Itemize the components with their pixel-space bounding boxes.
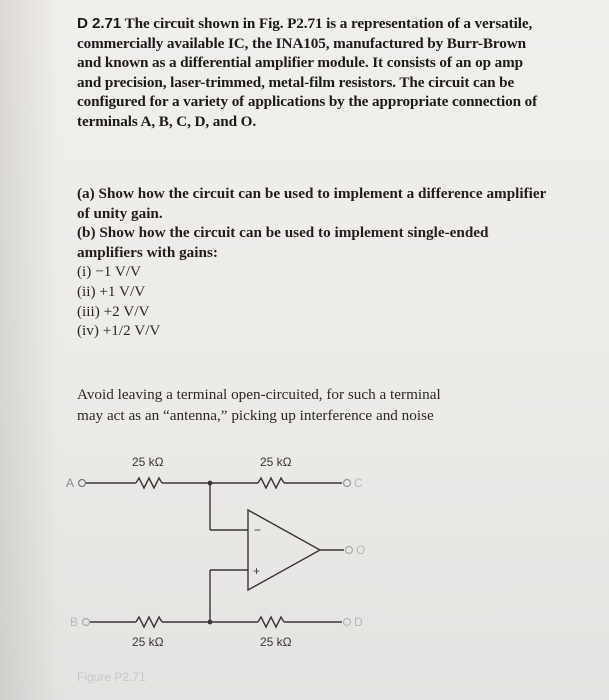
antenna-note — [77, 384, 547, 426]
resistor-r2-label: 25 kΩ — [260, 455, 292, 469]
node-dot-top — [208, 481, 213, 486]
circuit-diagram — [60, 440, 480, 670]
terminal-a-label: A — [66, 476, 75, 490]
resistor-r4-label: 25 kΩ — [260, 635, 292, 649]
terminal-a-circle — [79, 480, 86, 487]
terminal-b-label: B — [70, 615, 79, 629]
resistor-r2-symbol — [258, 478, 284, 488]
resistor-r3-symbol — [136, 617, 162, 627]
resistor-r3-label: 25 kΩ — [132, 635, 164, 649]
terminal-o-label: O — [356, 543, 366, 557]
problem-parts — [77, 184, 547, 341]
note-line-2: may act as an “antenna,” picking up interference and noise — [77, 407, 434, 424]
resistor-r1-symbol — [136, 478, 162, 488]
resistor-r4-symbol — [258, 617, 284, 627]
page-shadow — [0, 0, 60, 700]
opamp-plus-sign: + — [253, 564, 261, 578]
resistor-r1-label: 25 kΩ — [132, 455, 164, 469]
gain-item-1: (i) −1 V/V — [77, 263, 141, 281]
part-a: (a) Show how the circuit can be used to implement a difference amplifier of unity gain. — [77, 185, 547, 222]
problem-statement — [77, 14, 547, 132]
figure-caption: Figure P2.71 — [77, 670, 146, 684]
gain-item-3: (iii) +2 V/V — [77, 302, 150, 320]
terminal-o-circle — [346, 547, 353, 554]
opamp-symbol — [248, 510, 320, 590]
terminal-b-circle — [83, 619, 90, 626]
problem-number: D 2.71 — [77, 15, 122, 32]
terminal-d-label: D — [354, 615, 363, 629]
part-b: (b) Show how the circuit can be used to implement single-ended amplifiers with gains: — [77, 224, 489, 261]
note-line-1: Avoid leaving a terminal open-circuited, for such a terminal — [77, 386, 441, 403]
gain-item-2: (ii) +1 V/V — [77, 282, 146, 300]
node-dot-bottom — [208, 620, 213, 625]
gain-item-4: (iv) +1/2 V/V — [77, 322, 161, 340]
terminal-d-circle — [344, 619, 351, 626]
terminal-c-label: C — [354, 476, 363, 490]
problem-paragraph: The circuit shown in Fig. P2.71 is a representation of a versatile, commercially available IC, the INA105, manufactured by Burr-Brown and known as a differential amplifier module. It consists of an op amp and precision, laser-trimmed, metal-film resistors. The circuit can be configured for a variety of applications by the appropriate connection of terminals A, B, C, D, and O. — [77, 15, 538, 130]
opamp-minus-sign: − — [254, 523, 262, 537]
terminal-c-circle — [344, 480, 351, 487]
